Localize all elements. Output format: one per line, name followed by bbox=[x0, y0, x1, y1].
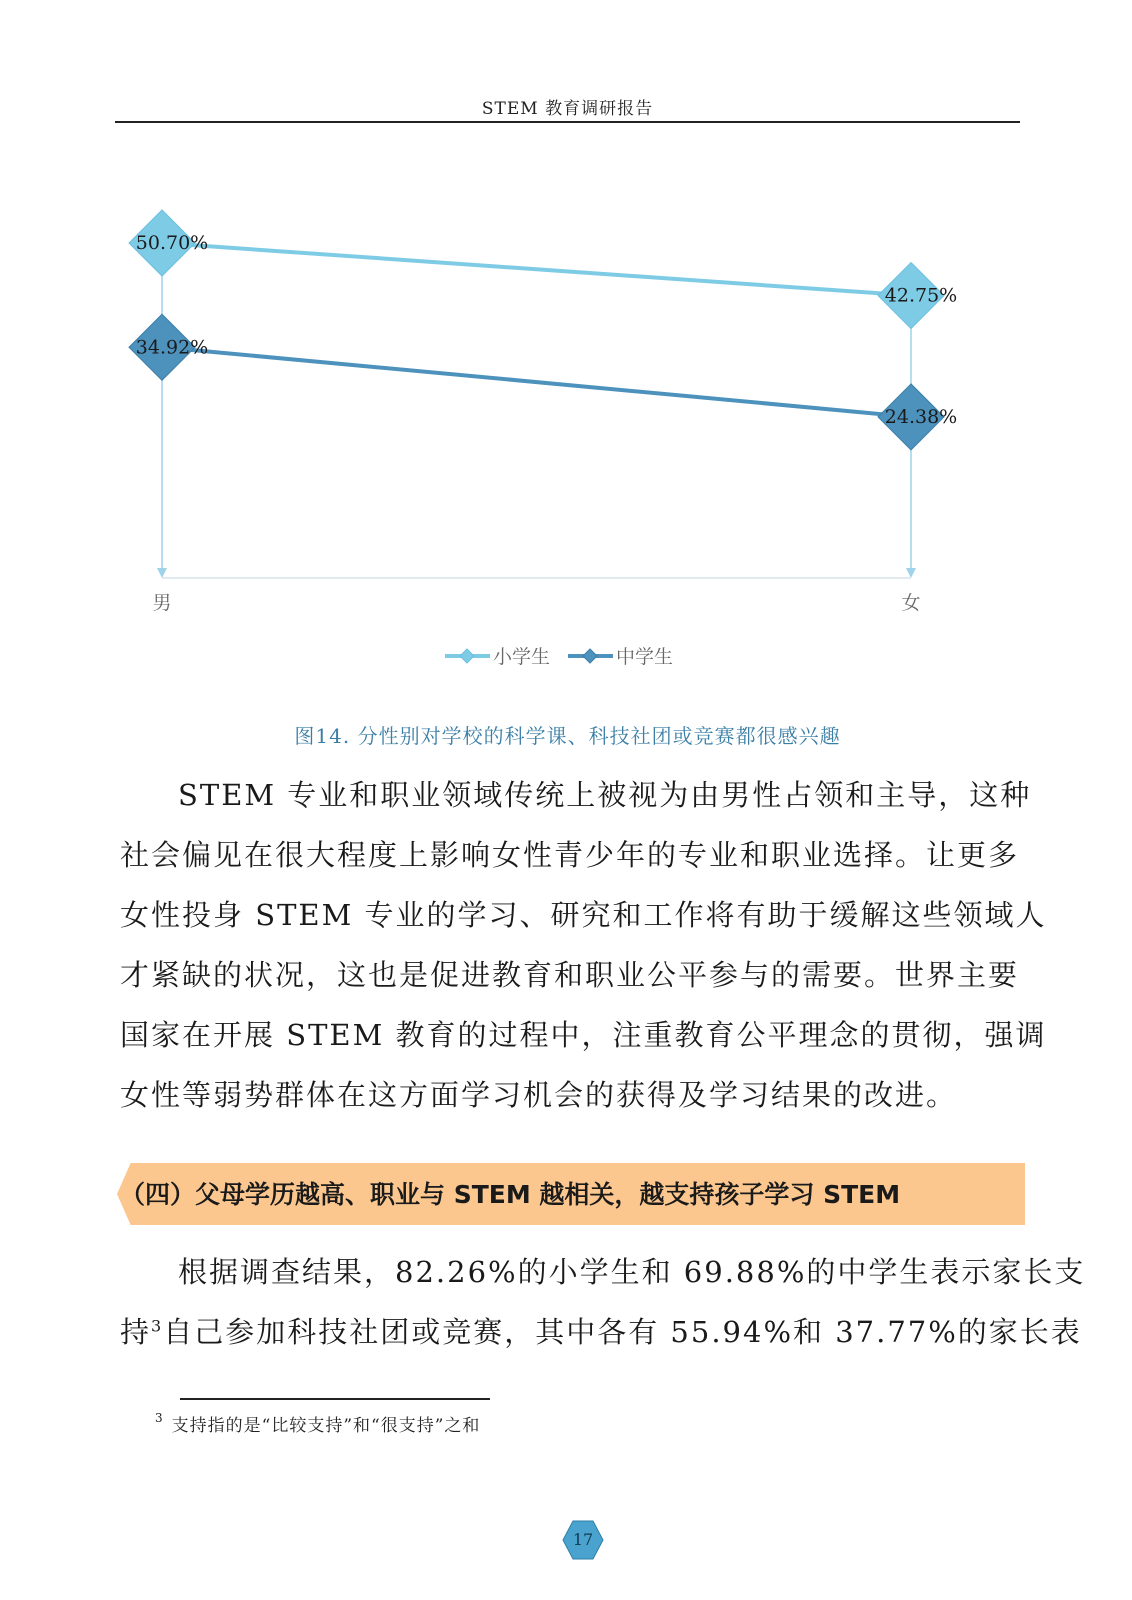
footnote bbox=[155, 1411, 480, 1436]
body-paragraph-2 bbox=[120, 1242, 1086, 1362]
page-number-badge bbox=[562, 1519, 604, 1561]
footnote-rule bbox=[180, 1398, 490, 1400]
footnote-mark: 3 bbox=[155, 1411, 164, 1425]
legend-swatch-marker bbox=[583, 649, 597, 663]
legend-label: 中学生 bbox=[616, 646, 674, 668]
running-header: STEM 教育调研报告 bbox=[481, 99, 654, 119]
legend-swatch-marker bbox=[460, 649, 474, 663]
footnote-text: 支持指的是“比较支持”和“很支持”之和 bbox=[171, 1416, 481, 1436]
paragraph-line: 社会偏见在很大程度上影响女性青少年的专业和职业选择。让更多 bbox=[120, 838, 1020, 872]
drop-line-arrow bbox=[906, 568, 916, 578]
figure-caption: 图14. 分性别对学校的科学课、科技社团或竞赛都很感兴趣 bbox=[294, 724, 841, 748]
paragraph-line: 才紧缺的状况，这也是促进教育和职业公平参与的需要。世界主要 bbox=[120, 958, 1020, 992]
data-label: 24.38% bbox=[884, 405, 958, 428]
paragraph-line: 根据调查结果，82.26%的小学生和 69.88%的中学生表示家长支 bbox=[178, 1255, 1086, 1289]
data-label: 42.75% bbox=[884, 284, 958, 307]
paragraph-line: STEM 专业和职业领域传统上被视为由男性占领和主导，这种 bbox=[178, 778, 1032, 812]
legend-label: 小学生 bbox=[493, 646, 551, 668]
paragraph-line bbox=[120, 1302, 1082, 1362]
section-heading: （四）父母学历越高、职业与 STEM 越相关，越支持孩子学习 STEM bbox=[120, 1180, 901, 1209]
footnote-reference[interactable]: 3 bbox=[151, 1316, 164, 1336]
line-text: 持 bbox=[120, 1315, 152, 1349]
paragraph-line: 女性等弱势群体在这方面学习机会的获得及学习结果的改进。 bbox=[120, 1078, 958, 1112]
drop-line-arrow bbox=[157, 568, 167, 578]
data-label: 50.70% bbox=[135, 232, 209, 254]
series-line-中学生 bbox=[162, 347, 911, 417]
x-tick-label: 男 bbox=[152, 592, 172, 614]
page-number: 17 bbox=[572, 1530, 594, 1549]
line-chart bbox=[0, 0, 1132, 700]
data-label: 34.92% bbox=[135, 336, 209, 359]
series-line-小学生 bbox=[162, 243, 911, 296]
x-tick-label: 女 bbox=[901, 592, 921, 614]
paragraph-line: 女性投身 STEM 专业的学习、研究和工作将有助于缓解这些领域人 bbox=[120, 898, 1047, 932]
body-paragraph-1 bbox=[120, 765, 1047, 1125]
line-text: 自己参加科技社团或竞赛，其中各有 55.94%和 37.77%的家长表 bbox=[163, 1315, 1082, 1349]
paragraph-line: 国家在开展 STEM 教育的过程中，注重教育公平理念的贯彻，强调 bbox=[120, 1018, 1047, 1052]
